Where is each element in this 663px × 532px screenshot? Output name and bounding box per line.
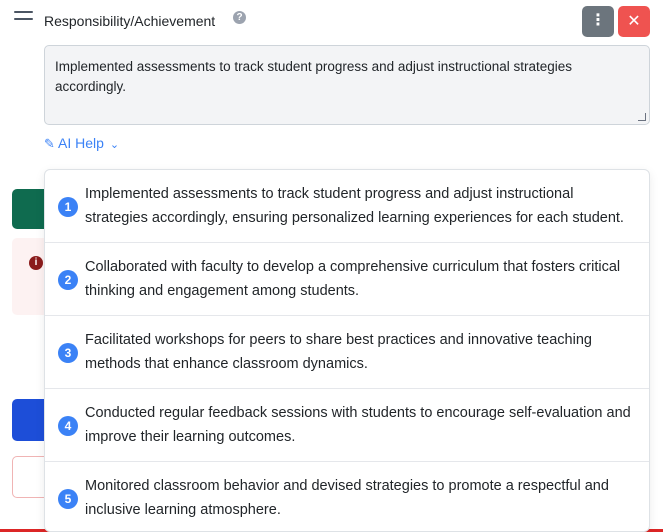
suggestion-number-badge: 2: [58, 270, 78, 290]
suggestion-number-badge: 1: [58, 197, 78, 217]
suggestion-text: Implemented assessments to track student progress and adjust instructional strategies accordingly, ensuring personalized learning experiences for each student.: [85, 186, 624, 226]
remove-field-button[interactable]: ✕: [618, 6, 650, 37]
suggestion-number-badge: 3: [58, 343, 78, 363]
suggestion-text: Facilitated workshops for peers to share best practices and innovative teaching methods that enhance classroom dynamics.: [85, 332, 592, 372]
textarea-value: Implemented assessments to track student progress and adjust instructional strategies accordingly.: [55, 59, 573, 94]
suggestion-text: Collaborated with faculty to develop a comprehensive curriculum that fosters critical thinking and engagement among students.: [85, 259, 621, 299]
error-icon: i: [29, 256, 43, 270]
suggestion-item[interactable]: [45, 389, 649, 462]
drag-handle-icon[interactable]: [14, 11, 33, 20]
ai-suggestions-dropdown: [44, 169, 650, 532]
suggestion-item[interactable]: [45, 170, 649, 243]
resize-grip-icon[interactable]: [638, 113, 646, 121]
suggestion-item[interactable]: [45, 316, 649, 389]
help-icon[interactable]: ?: [233, 11, 246, 24]
field-label: Responsibility/Achievement: [44, 13, 216, 29]
more-options-button[interactable]: ⋮: [582, 6, 614, 37]
ai-help-toggle[interactable]: [44, 135, 119, 152]
suggestion-text: Monitored classroom behavior and devised strategies to promote a respectful and inclusive learning atmosphere.: [85, 478, 609, 518]
suggestion-number-badge: 5: [58, 489, 78, 509]
suggestion-item[interactable]: [45, 243, 649, 316]
suggestion-text: Conducted regular feedback sessions with students to encourage self-evaluation and improve their learning outcomes.: [85, 405, 631, 445]
ai-help-label: AI Help: [58, 135, 104, 151]
wand-icon: ✎: [44, 136, 55, 151]
chevron-down-icon: ⌄: [109, 139, 120, 151]
responsibility-textarea[interactable]: [44, 45, 650, 125]
suggestion-number-badge: 4: [58, 416, 78, 436]
suggestion-item[interactable]: [45, 462, 649, 532]
